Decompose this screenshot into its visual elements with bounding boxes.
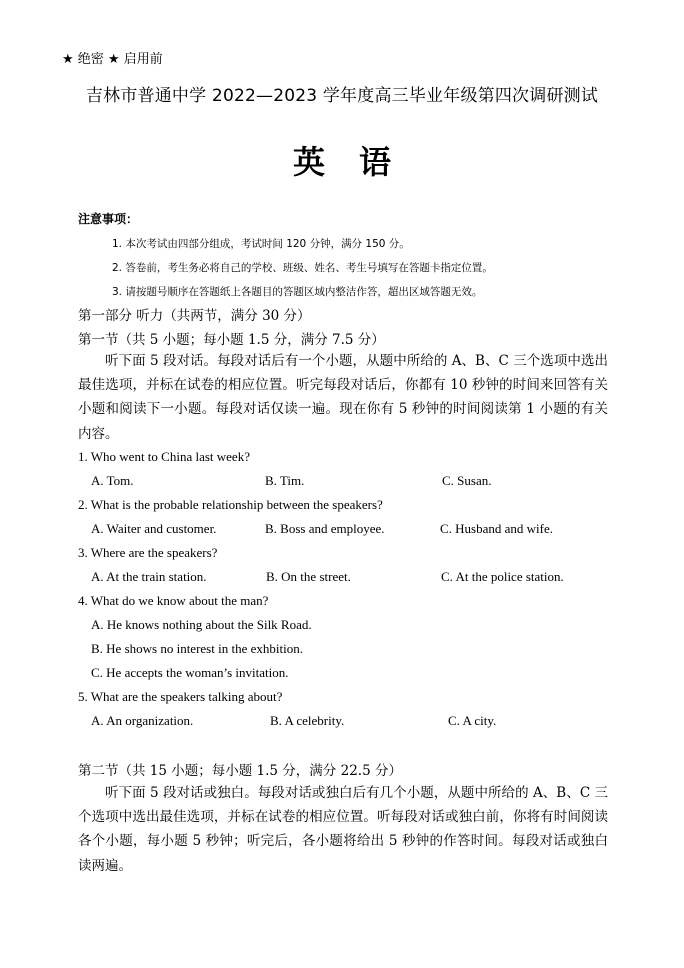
section-two-instructions-text: 听下面 5 段对话或独白。每段对话或独白后有几个小题，从题中所给的 A、B、C 三个选项中选出最佳选项，并标在试卷的相应位置。听每段对话或独白前，你将有时间阅读各个小题，每小题 5 秒钟；听完后，各小题将给出 5 秒钟的作答时间。每段对话或独白读两遍。 [78, 785, 608, 874]
question-1-option-a: A. Tom. [91, 473, 134, 488]
question-2: 2. What is the probable relationship between the speakers? [78, 497, 383, 512]
section-one-instructions [78, 349, 608, 446]
subject-title: 英语 [292, 143, 425, 181]
question-4-option-c: C. He accepts the woman’s invitation. [91, 665, 289, 680]
question-5-option-b: B. A celebrity. [270, 713, 345, 728]
confidential-mark: ★ 绝密 ★ 启用前 [62, 52, 163, 67]
question-5: 5. What are the speakers talking about? [78, 689, 283, 704]
question-2-option-a: A. Waiter and customer. [91, 521, 217, 536]
question-1-option-c: C. Susan. [442, 473, 492, 488]
question-4-option-a: A. He knows nothing about the Silk Road. [91, 617, 312, 632]
part-one-title: 第一部分 听力（共两节，满分 30 分） [78, 308, 311, 324]
note-item-2: 2. 答卷前，考生务必将自己的学校、班级、姓名、考生号填写在答题卡指定位置。 [112, 262, 493, 274]
section-two-instructions [78, 781, 608, 878]
note-item-3: 3. 请按题号顺序在答题纸上各题目的答题区域内整洁作答，超出区域答题无效。 [112, 286, 483, 298]
question-5-option-c: C. A city. [448, 713, 497, 728]
question-3: 3. Where are the speakers? [78, 545, 218, 560]
question-4-option-b: B. He shows no interest in the exhbition. [91, 641, 303, 656]
section-one-title: 第一节（共 5 小题；每小题 1.5 分，满分 7.5 分） [78, 332, 385, 348]
question-3-option-a: A. At the train station. [91, 569, 207, 584]
section-one-instructions-text: 听下面 5 段对话。每段对话后有一个小题，从题中所给的 A、B、C 三个选项中选出最佳选项，并标在试卷的相应位置。听完每段对话后，你都有 10 秒钟的时间来回答有关小题和阅读下一小题。每段对话仅读一遍。现在你有 5 秒钟的时间阅读第 1 小题的有关内容。 [78, 353, 608, 442]
question-2-option-c: C. Husband and wife. [440, 521, 554, 536]
exam-title: 吉林市普通中学 2022—2023 学年度高三毕业年级第四次调研测试 [85, 86, 599, 106]
question-3-option-b: B. On the street. [266, 569, 351, 584]
question-1: 1. Who went to China last week? [78, 449, 250, 464]
question-3-option-c: C. At the police station. [441, 569, 564, 584]
question-4: 4. What do we know about the man? [78, 593, 269, 608]
note-item-1: 1. 本次考试由四部分组成，考试时间 120 分钟，满分 150 分。 [112, 238, 410, 250]
question-2-option-b: B. Boss and employee. [265, 521, 385, 536]
question-1-option-b: B. Tim. [265, 473, 305, 488]
notes-heading: 注意事项： [78, 212, 139, 226]
section-two-title: 第二节（共 15 小题；每小题 1.5 分，满分 22.5 分） [78, 763, 402, 779]
question-5-option-a: A. An organization. [91, 713, 194, 728]
